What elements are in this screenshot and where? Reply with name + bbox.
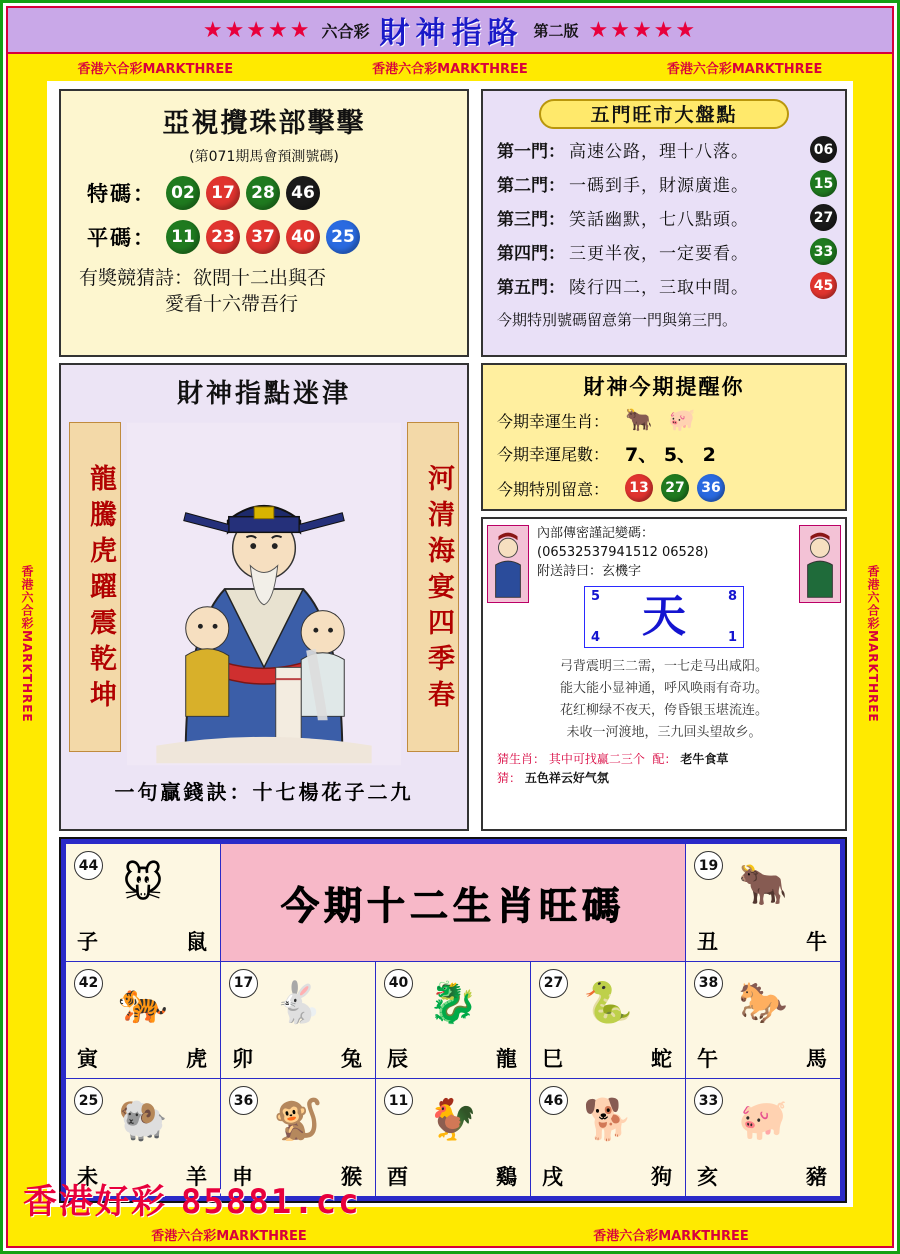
zodiac-number-ox: 19 <box>694 851 723 880</box>
band-text-2: 香港六合彩MARKTHREE <box>372 61 528 77</box>
zodiac-name-horse: 馬 <box>806 1047 827 1072</box>
zodiac-cell-snake[interactable] <box>531 961 686 1079</box>
dragon-icon: 🐉 <box>428 979 478 1026</box>
corner-number-bottom-right: 1 <box>727 629 737 645</box>
edition-label: 第二版 <box>533 21 579 40</box>
gate-4-name: 第四門： <box>497 244 565 264</box>
bottom-marquee-band <box>8 1222 892 1246</box>
corner-number-top-right: 8 <box>727 588 737 604</box>
corner-number-bottom-left: 4 <box>591 629 601 645</box>
monkey-icon: 🐒 <box>273 1097 323 1144</box>
zodiac-cell-pig[interactable] <box>686 1079 841 1197</box>
zodiac-branch-goat: 未 <box>77 1165 98 1189</box>
zodiac-number-snake: 27 <box>539 969 568 998</box>
snake-icon: 🐍 <box>583 979 633 1026</box>
secret-verse <box>497 656 831 744</box>
special-attention-row <box>497 474 845 502</box>
normal-ball-4: 40 <box>286 220 320 254</box>
zodiac-number-rabbit: 17 <box>229 969 258 998</box>
zodiac-name-monkey: 猴 <box>341 1165 362 1189</box>
top-marquee-band <box>8 54 892 80</box>
poem-line-1: 欲問十二出與否 <box>193 267 327 289</box>
bottom-band-text-2: 香港六合彩MARKTHREE <box>593 1228 749 1244</box>
zodiac-number-dragon: 40 <box>384 969 413 998</box>
title-bar <box>8 8 892 54</box>
panel-five-gates <box>481 89 847 357</box>
special-ball-4: 46 <box>286 176 320 210</box>
watermark <box>23 1174 361 1223</box>
corner-number-top-left: 5 <box>591 588 601 604</box>
secret-line-3: 附送詩曰：玄機字 <box>537 563 642 579</box>
gate-2-text: 一碼到手，財源廣進。 <box>569 176 749 196</box>
special-label: 特碼： <box>87 182 156 206</box>
panel-zodiac-table <box>59 837 847 1203</box>
couplet-left: 龍騰虎躍震乾坤 <box>69 422 121 752</box>
zodiac-name-ox: 牛 <box>806 929 827 954</box>
ox-icon: 🐂 <box>738 862 788 908</box>
poem-line-2: 愛看十六帶吾行 <box>165 292 299 315</box>
gate-2-name: 第二門： <box>497 176 565 196</box>
prediction-subheading: (第071期馬會預測號碼) <box>189 149 339 165</box>
guess-value-2: 五色祥云好气氛 <box>524 771 609 786</box>
zodiac-number-monkey: 36 <box>229 1086 258 1115</box>
zodiac-number-tiger: 42 <box>74 969 103 998</box>
verse-line-1: 弓背震明三二需，一七走马出咸阳。 <box>559 658 768 674</box>
gate-1-text: 高速公路，理十八落。 <box>569 142 749 162</box>
dog-icon: 🐕 <box>583 1097 633 1144</box>
panel-reminder <box>481 363 847 511</box>
right-side-text: 香港六合彩MARKTHREE <box>866 565 880 723</box>
zodiac-number-horse: 38 <box>694 969 723 998</box>
door-god-left-icon <box>487 525 529 603</box>
guess-zodiac-label: 猜生肖： <box>497 751 546 766</box>
five-gates-heading: 五門旺市大盤點 <box>539 99 789 129</box>
gate-5-ball: 45 <box>810 272 837 299</box>
zodiac-number-dog: 46 <box>539 1086 568 1115</box>
zodiac-cell-ox[interactable] <box>686 844 841 962</box>
zodiac-cell-rat[interactable] <box>66 844 221 962</box>
zodiac-number-rat: 44 <box>74 851 103 880</box>
table-row <box>66 961 841 1079</box>
right-stars-icon: ★★★★★ <box>588 17 698 43</box>
guess-pair-label: 配： <box>652 751 677 766</box>
gate-row-5 <box>497 272 845 299</box>
special-ball-1: 02 <box>166 176 200 210</box>
reminder-heading: 財神今期提醒你 <box>583 375 745 399</box>
normal-ball-2: 23 <box>206 220 240 254</box>
zodiac-cell-rooster[interactable] <box>376 1079 531 1197</box>
panel-god-of-wealth <box>59 363 469 831</box>
table-row <box>66 844 841 962</box>
guess-line-2 <box>497 769 831 788</box>
mystic-character: 天 <box>642 590 686 642</box>
bottom-band-text-1: 香港六合彩MARKTHREE <box>151 1228 307 1244</box>
guess-block <box>497 750 831 788</box>
zodiac-branch-rabbit: 卯 <box>232 1047 253 1072</box>
normal-number-row <box>87 220 467 254</box>
pig-icon: 🐖 <box>738 1097 788 1144</box>
gate-4-ball: 33 <box>810 238 837 265</box>
band-text-1: 香港六合彩MARKTHREE <box>77 61 234 77</box>
gate-3-ball: 27 <box>810 204 837 231</box>
zodiac-cell-tiger[interactable] <box>66 961 221 1079</box>
normal-label: 平碼： <box>87 226 156 250</box>
panel-prediction <box>59 89 469 357</box>
zodiac-branch-pig: 亥 <box>697 1165 718 1189</box>
right-side-marquee <box>852 81 894 1207</box>
left-stars-icon: ★★★★★ <box>202 17 312 43</box>
special-number-row <box>87 176 467 210</box>
zodiac-branch-dragon: 辰 <box>387 1047 408 1072</box>
zodiac-name-dragon: 龍 <box>496 1047 517 1072</box>
secret-line-1: 內部傳密謹記變碼： <box>537 526 655 541</box>
special-ball-2: 17 <box>206 176 240 210</box>
gate-row-4 <box>497 238 845 265</box>
gate-2-ball: 15 <box>810 170 837 197</box>
attention-ball-2: 27 <box>661 474 689 502</box>
rooster-icon: 🐓 <box>428 1097 478 1144</box>
special-attention-label: 今期特別留意： <box>497 479 610 499</box>
five-gates-note: 今期特別號碼留意第一門與第三門。 <box>497 311 738 329</box>
zodiac-branch-ox: 丑 <box>697 929 718 954</box>
lucky-zodiac-row <box>497 408 845 433</box>
zodiac-name-rooster: 鷄 <box>496 1165 517 1189</box>
prize-poem <box>79 266 467 317</box>
attention-ball-3: 36 <box>697 474 725 502</box>
god-picture-area <box>67 414 461 774</box>
gate-3-text: 笑話幽默，七八點頭。 <box>569 210 749 230</box>
door-god-right-icon <box>799 525 841 603</box>
zodiac-number-pig: 33 <box>694 1086 723 1115</box>
zodiac-table <box>65 843 841 1197</box>
zodiac-name-rat: 鼠 <box>186 929 207 954</box>
god-heading: 財神指點迷津 <box>176 379 351 409</box>
mystic-character-box <box>584 586 744 648</box>
god-of-wealth-illustration <box>127 418 401 770</box>
rabbit-icon: 🐇 <box>273 979 323 1026</box>
gate-5-name: 第五門： <box>497 278 565 298</box>
zodiac-number-goat: 25 <box>74 1086 103 1115</box>
lucky-tail-value: 7、 5、 2 <box>625 444 716 466</box>
zodiac-name-tiger: 虎 <box>186 1047 207 1072</box>
zodiac-cell-horse[interactable] <box>686 961 841 1079</box>
gate-3-name: 第三門： <box>497 210 565 230</box>
guess-label-2: 猜： <box>497 771 522 786</box>
zodiac-branch-rat: 子 <box>77 929 98 954</box>
poem-label: 有獎競猜詩： <box>79 267 194 289</box>
gate-row-3 <box>497 204 845 231</box>
gate-row-1 <box>497 136 845 163</box>
zodiac-name-snake: 蛇 <box>651 1047 672 1072</box>
attention-ball-1: 13 <box>625 474 653 502</box>
zodiac-cell-dog[interactable] <box>531 1079 686 1197</box>
goat-icon: 🐏 <box>118 1097 168 1144</box>
watermark-site: 85881.cc <box>180 1182 361 1222</box>
zodiac-branch-tiger: 寅 <box>77 1047 98 1072</box>
left-side-marquee <box>6 81 48 1207</box>
title-subtext-left: 六合彩 <box>321 21 370 41</box>
zodiac-cell-rabbit[interactable] <box>221 961 376 1079</box>
tiger-icon: 🐅 <box>118 979 168 1026</box>
zodiac-banner-cell <box>221 844 686 962</box>
god-bottom-line: 一句贏錢訣：十七楊花子二九 <box>114 780 414 804</box>
zodiac-number-rooster: 11 <box>384 1086 413 1115</box>
gate-4-text: 三更半夜，一定要看。 <box>569 244 749 264</box>
special-ball-3: 28 <box>246 176 280 210</box>
normal-ball-3: 37 <box>246 220 280 254</box>
zodiac-name-dog: 狗 <box>651 1165 672 1189</box>
verse-line-4: 未收一河渡地，三九回头望故乡。 <box>566 724 762 740</box>
horse-icon: 🐎 <box>738 979 788 1026</box>
page-title: 財神指路 <box>379 16 524 51</box>
zodiac-branch-snake: 巳 <box>542 1047 563 1072</box>
zodiac-branch-dog: 戌 <box>542 1165 563 1189</box>
panel-secret-code <box>481 517 847 831</box>
lucky-tail-label: 今期幸運尾數： <box>497 445 610 464</box>
normal-ball-1: 11 <box>166 220 200 254</box>
verse-line-3: 花红柳绿不夜天，侉昏银玉堪流连。 <box>559 702 768 718</box>
couplet-right: 河清海宴四季春 <box>407 422 459 752</box>
content-area <box>51 85 855 1209</box>
left-side-text: 香港六合彩MARKTHREE <box>20 565 34 723</box>
rat-icon: 🐭 <box>122 861 164 907</box>
lucky-zodiac-label: 今期幸運生肖： <box>497 412 610 431</box>
lucky-tail-row <box>497 440 845 467</box>
gate-row-2 <box>497 170 845 197</box>
guess-pair-value: 老牛食草 <box>680 751 729 766</box>
watermark-text: 香港好彩 <box>23 1182 167 1222</box>
zodiac-banner-text: 今期十二生肖旺碼 <box>280 883 625 928</box>
gate-1-ball: 06 <box>810 136 837 163</box>
verse-line-2: 能大能小显神通，呼风唤雨有奇功。 <box>559 680 768 696</box>
normal-ball-5: 25 <box>326 220 360 254</box>
guess-line-1 <box>497 750 831 769</box>
zodiac-name-rabbit: 兔 <box>341 1047 362 1072</box>
gate-1-name: 第一門： <box>497 142 565 162</box>
ox-icon: 🐂 <box>625 408 653 433</box>
zodiac-branch-monkey: 申 <box>232 1165 253 1189</box>
zodiac-branch-horse: 午 <box>697 1047 718 1072</box>
band-text-3: 香港六合彩MARKTHREE <box>666 61 823 77</box>
zodiac-cell-dragon[interactable] <box>376 961 531 1079</box>
secret-line-2: (06532537941512 06528) <box>537 544 709 560</box>
zodiac-name-pig: 豬 <box>806 1165 827 1189</box>
pig-icon: 🐖 <box>668 408 696 433</box>
gate-5-text: 陵行四二，三取中間。 <box>569 278 749 298</box>
guess-zodiac-text: 其中可找赢二三个 <box>548 751 645 766</box>
prediction-heading: 亞視攪珠部擊擊 <box>162 108 366 139</box>
zodiac-branch-rooster: 酉 <box>387 1165 408 1189</box>
zodiac-name-goat: 羊 <box>186 1165 207 1189</box>
